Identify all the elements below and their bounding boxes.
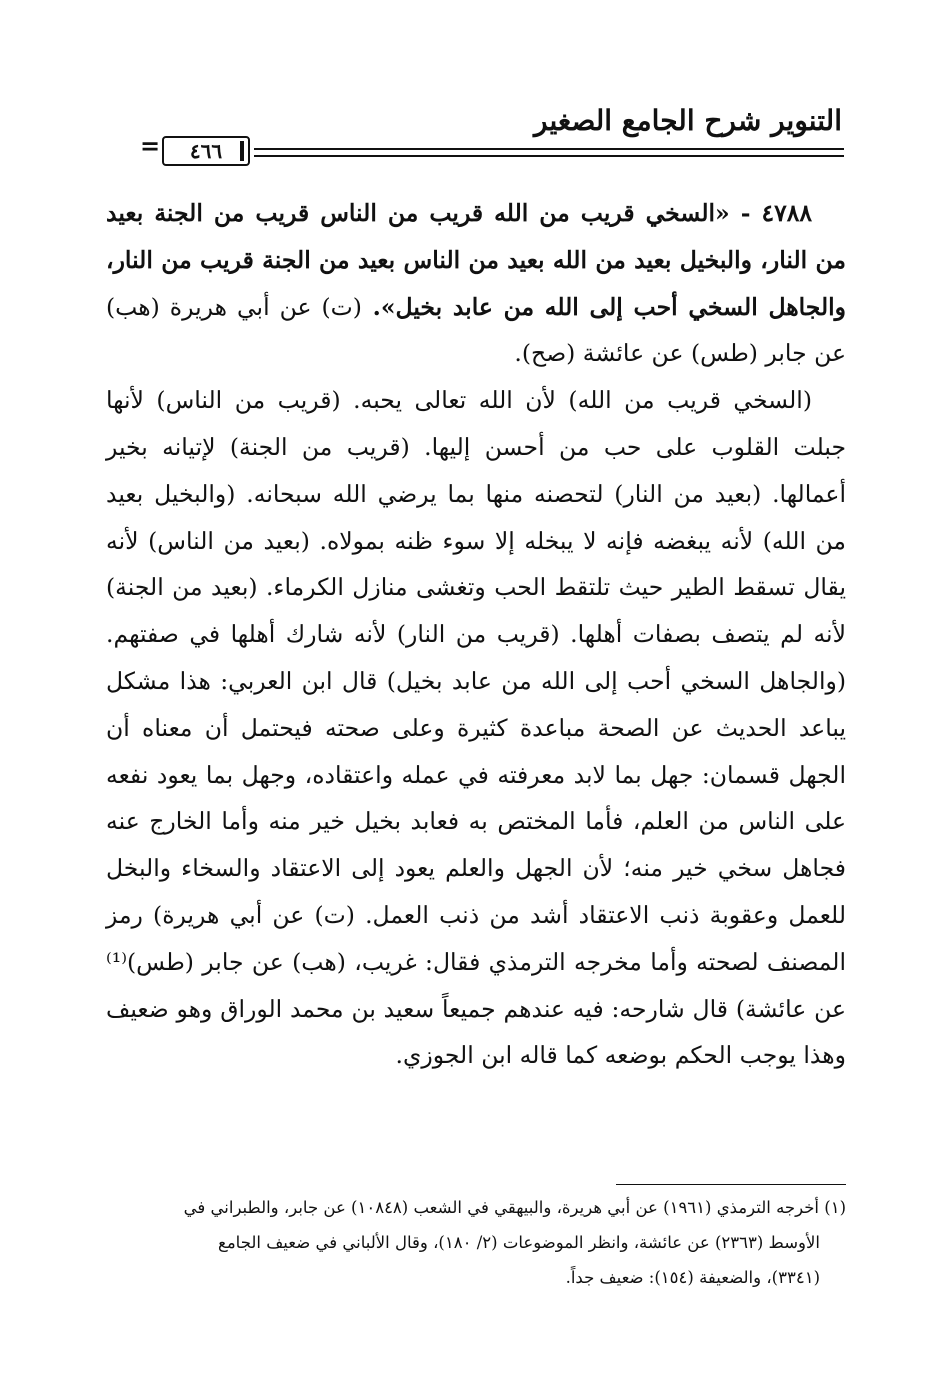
commentary-paragraph: (السخي قريب من الله) لأن الله تعالى يحبه. (قريب من الناس) لأنها جبلت القلوب على حب من أحسن إليها. (قريب من الجنة) لإتيانه بخير أعمالها. (بعيد من النار) لتحصنه منها بما يرضي الله سبحانه. (والبخيل بعيد من الله) لأنه يبغضه فإنه لا يبخله إلا سوء ظنه بمولاه. (بعيد من الناس) لأنه يقال تسقط الطير حيث تلتقط الحب وتغشى منازل الكرماء. (بعيد من الجنة) لأنه لم يتصف بصفات أهلها. (قريب من النار) لأنه شارك أهلها في صفتهم. (والجاهل السخي أحب إلى الله من عابد بخيل) قال ابن العربي: هذا مشكل يباعد الحديث عن الصحة مباعدة كثيرة وعلى صحته فيحتمل أن معناه أن الجهل قسمان: جهل بما لابد معرفته في عمله واعتقاده، وجهل بما يعود نفعه على الناس من العلم، فأما المختص به فعابد بخيل خير منه وأما الخارج عنه فجاهل سخي خير منه؛ لأن الجهل والعلم يعود إلى الاعتقاد والسخاء والبخل للعمل وعقوبة ذنب الاعتقاد أشد من ذنب العمل. (ت) عن أبي هريرة) رمز المصنف لصحته وأما مخرجه الترمذي فقال: غريب، (هب) عن جابر (طس)⁽¹⁾ عن عائشة) قال شارحه: فيه عندهم جميعاً سعيد بن محمد الوراق وهو ضعيف وهذا يوجب الحكم بوضعه كما قاله ابن الجوزي. — [106, 386, 846, 1070]
hadith-text: «السخي قريب من الله قريب من الناس قريب من الجنة بعيد من النار، والبخيل بعيد من الله بعيد من الناس بعيد من الجنة قريب من النار، والجاهل السخي أحب إلى الله من عابد بخيل». — [106, 199, 847, 321]
footnote-rule — [616, 1184, 846, 1185]
footnote-line-2: الأوسط (٢٣٦٣) عن عائشة، وانظر الموضوعات (٢/ ١٨٠)، وقال الألباني في ضعيف الجامع — [218, 1233, 820, 1252]
hadith-number: ٤٧٨٨ - — [740, 199, 813, 227]
header-double-rule — [254, 148, 844, 157]
main-text — [106, 190, 846, 1079]
footnote — [106, 1190, 846, 1295]
running-title: التنوير شرح الجامع الصغير — [534, 104, 842, 137]
page-number: ٤٦٦ — [189, 139, 223, 163]
header-ornament-icon: = — [140, 131, 161, 160]
page-number-box — [162, 136, 250, 166]
hadith-sources: (ت) عن أبي هريرة (هب) عن جابر (طس) عن عائشة (صح). — [106, 292, 846, 368]
footnote-line-1: (١) أخرجه الترمذي (١٩٦١) عن أبي هريرة، والبيهقي في الشعب (١٠٨٤٨) عن جابر، والطبراني في — [183, 1198, 846, 1217]
hadith-entry — [106, 190, 846, 377]
footnote-line-3: (٣٣٤١)، والضعيفة (١٥٤): ضعيف جداً. — [565, 1268, 820, 1287]
